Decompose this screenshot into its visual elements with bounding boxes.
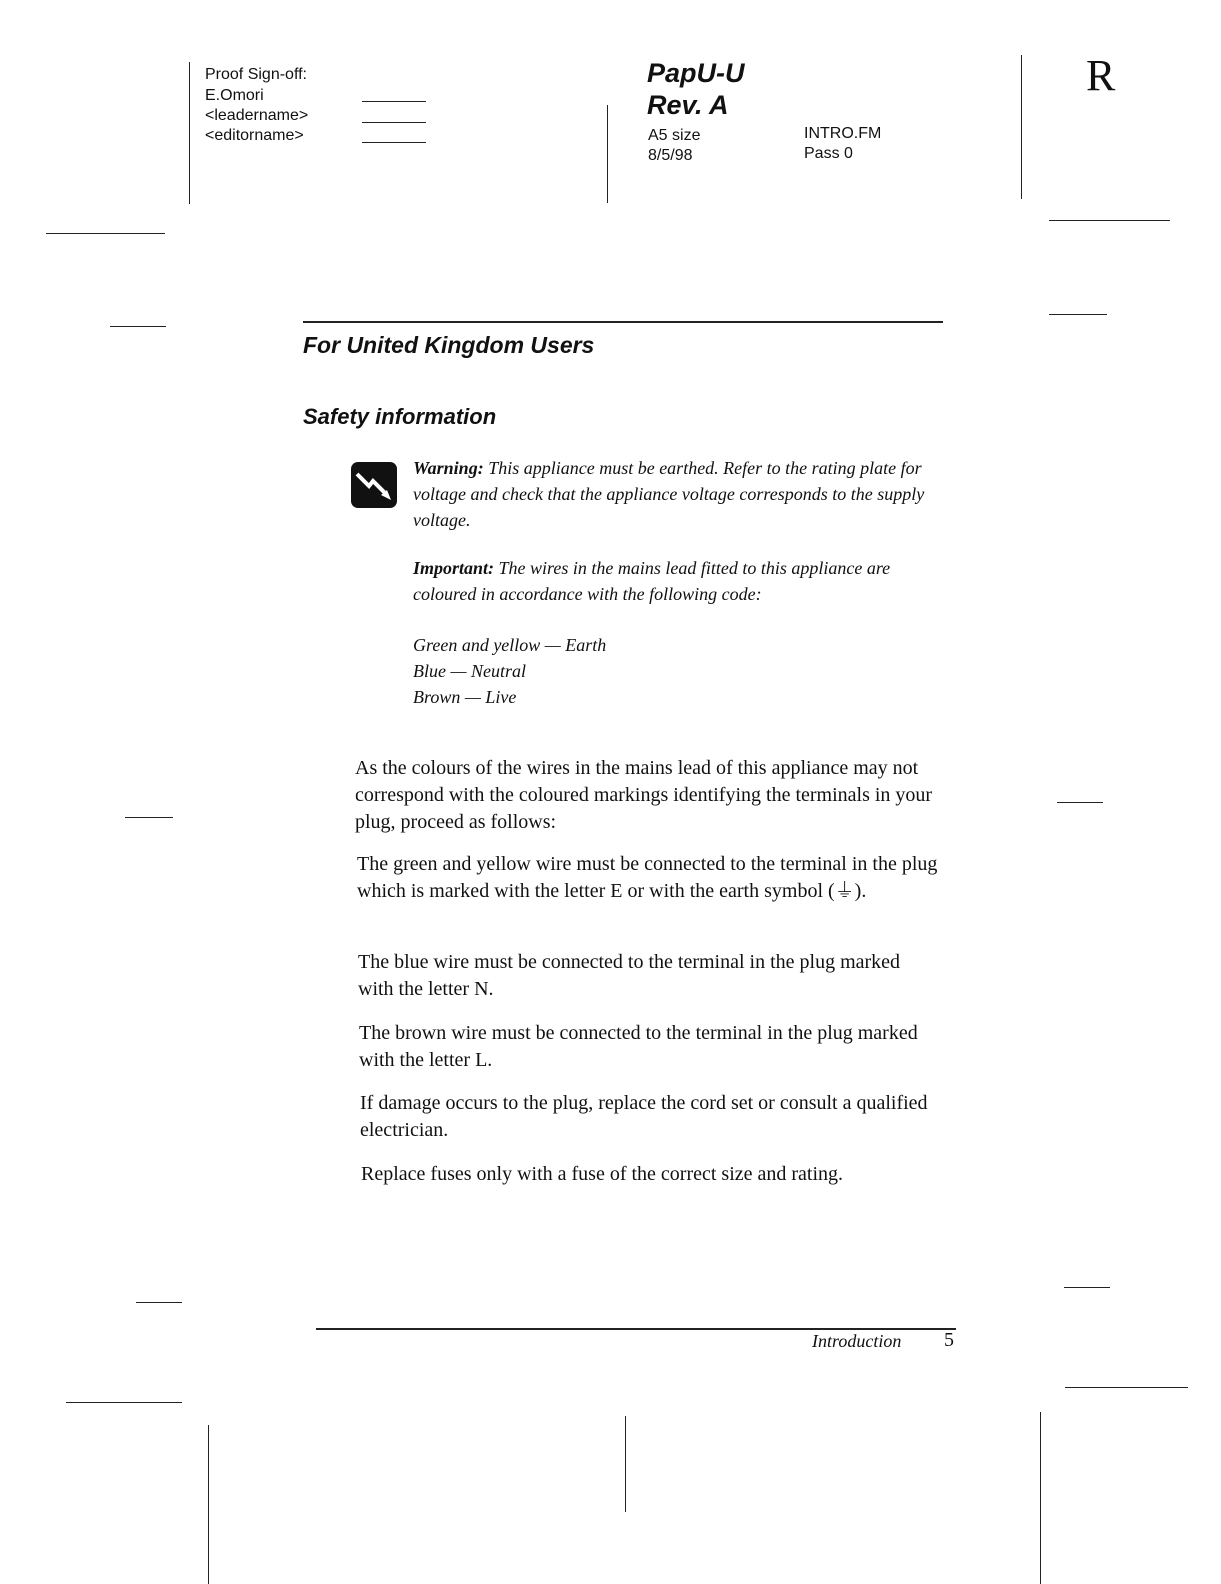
crop-mark bbox=[110, 326, 166, 327]
wire-code-item: Blue — Neutral bbox=[413, 661, 526, 681]
doc-date: 8/5/98 bbox=[648, 147, 693, 164]
proof-leadername: <leadername> bbox=[205, 107, 309, 124]
crop-mark bbox=[625, 1416, 626, 1512]
body-paragraph: The brown wire must be connected to the terminal in the plug marked with the letter L. bbox=[359, 1022, 918, 1071]
section-title: For United Kingdom Users bbox=[303, 332, 595, 358]
body-paragraph: Replace fuses only with a fuse of the correct size and rating. bbox=[361, 1163, 844, 1185]
warning-note bbox=[413, 455, 948, 533]
crop-mark bbox=[208, 1425, 209, 1584]
crop-mark bbox=[66, 1402, 182, 1403]
important-note bbox=[413, 555, 948, 607]
crop-mark bbox=[136, 1302, 182, 1303]
crop-mark bbox=[1057, 802, 1103, 803]
crop-mark bbox=[46, 233, 165, 234]
proof-name-omori: E.Omori bbox=[205, 87, 264, 104]
crop-mark bbox=[1049, 220, 1170, 221]
signature-line bbox=[362, 101, 426, 102]
wire-code-list bbox=[413, 632, 813, 710]
crop-mark bbox=[1064, 1287, 1110, 1288]
page-number: 5 bbox=[944, 1329, 954, 1351]
section-rule bbox=[303, 321, 943, 323]
revision: Rev. A bbox=[647, 90, 729, 120]
wire-code-item: Brown — Live bbox=[413, 687, 517, 707]
signature-line bbox=[362, 122, 426, 123]
proof-margin-rule bbox=[189, 62, 190, 204]
crop-mark bbox=[1049, 314, 1107, 315]
body-paragraph: The blue wire must be connected to the terminal in the plug marked with the letter N. bbox=[358, 951, 901, 1000]
page-size: A5 size bbox=[648, 127, 701, 144]
footer-chapter: Introduction bbox=[812, 1331, 902, 1351]
language-letter: R bbox=[1086, 51, 1116, 100]
body-paragraph: The green and yellow wire must be connected to the terminal in the plug which is marked with the letter E or with the earth symbol (⏚). bbox=[357, 853, 938, 902]
crop-mark bbox=[1065, 1387, 1188, 1388]
file-name: INTRO.FM bbox=[804, 125, 882, 142]
body-paragraph: If damage occurs to the plug, replace the cord set or consult a qualified electrician. bbox=[360, 1092, 928, 1141]
proof-editorname: <editorname> bbox=[205, 127, 304, 144]
header-divider bbox=[607, 105, 608, 203]
important-text: The wires in the mains lead fitted to this appliance are coloured in accordance with the following code: bbox=[413, 558, 891, 604]
pass-number: Pass 0 bbox=[804, 145, 853, 162]
proof-signoff-label: Proof Sign-off: bbox=[205, 66, 307, 83]
footer-rule bbox=[316, 1328, 956, 1330]
wire-code-item: Green and yellow — Earth bbox=[413, 635, 607, 655]
warning-label: Warning: bbox=[413, 458, 484, 478]
crop-mark bbox=[1040, 1412, 1041, 1584]
warning-text: This appliance must be earthed. Refer to the rating plate for voltage and check that the appliance voltage corresponds to the supply voltage. bbox=[413, 458, 925, 530]
crop-mark bbox=[125, 817, 173, 818]
warning-shock-icon bbox=[351, 462, 397, 508]
doc-name: PapU-U bbox=[647, 58, 745, 88]
body-paragraph: As the colours of the wires in the mains lead of this appliance may not correspond with the coloured markings identifying the terminals in your plug, proceed as follows: bbox=[355, 757, 933, 833]
signature-line bbox=[362, 142, 426, 143]
important-label: Important: bbox=[413, 558, 495, 578]
header-divider bbox=[1021, 55, 1022, 199]
subsection-title: Safety information bbox=[303, 404, 497, 429]
